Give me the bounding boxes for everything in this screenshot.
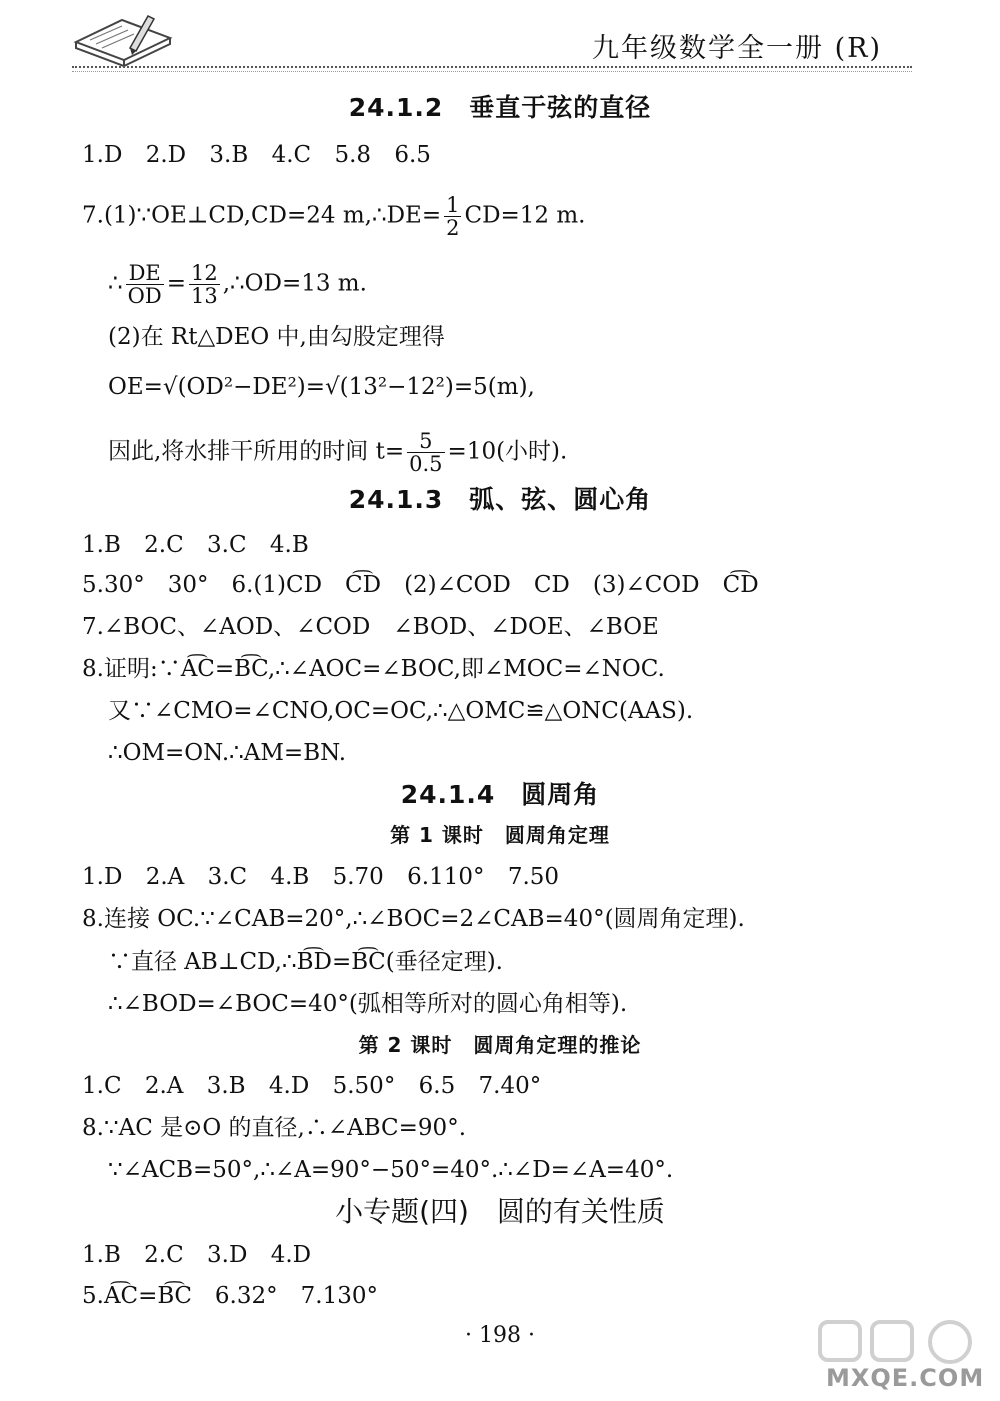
answer: 4.D xyxy=(270,1242,312,1268)
s1-q7-line3: (2)在 Rt△DEO 中,由勾股定理得 xyxy=(108,324,445,350)
answer: 6.110° xyxy=(407,864,485,890)
book-title: 九年级数学全一册 (R) xyxy=(592,33,882,64)
s2-q8-line2: 又∵∠CMO=∠CNO,OC=OC,∴△OMC≌△ONC(AAS). xyxy=(108,698,694,724)
l2-q8-line1: 8.∵AC 是⊙O 的直径,∴∠ABC=90°. xyxy=(82,1115,467,1141)
answer: 1.D xyxy=(82,142,123,168)
header-divider xyxy=(72,66,912,68)
answer: 1.B xyxy=(82,1242,121,1268)
book-pencil-icon xyxy=(70,8,190,68)
section-title-24-1-4: 24.1.4 圆周角 xyxy=(400,780,600,809)
answer: 3.D xyxy=(207,1242,248,1268)
s4-q5-7: 5.A͡C=B͡C 6.32° 7.130° xyxy=(82,1283,378,1309)
s1-q7-line5: 因此,将水排干所用的时间 t= $\frac{5}{0.5}$ =10(小时). xyxy=(108,429,568,476)
s1-q7-line2: ∴ $\frac{DE}{OD}$ = $\frac{12}{13}$ ,∴OD=13 m. xyxy=(108,261,367,308)
s2-q7: 7.∠BOC、∠AOD、∠COD ∠BOD、∠DOE、∠BOE xyxy=(82,614,659,640)
fraction: $\frac{5}{0.5}$ xyxy=(409,429,443,476)
answer: 5.70 xyxy=(332,864,384,890)
s2-q8-line1: 8.证明:∵A͡C=B͡C,∴∠AOC=∠BOC,即∠MOC=∠NOC. xyxy=(82,656,665,682)
answer: 4.B xyxy=(270,864,310,890)
l1-q8-line1: 8.连接 OC.∵∠CAB=20°,∴∠BOC=2∠CAB=40°(圆周角定理). xyxy=(82,906,745,932)
s1-q7-line4: OE=√(OD²−DE²)=√(13²−12²)=5(m), xyxy=(108,374,535,400)
lesson2-answers xyxy=(82,1071,557,1101)
l2-q8-line2: ∵∠ACB=50°,∴∠A=90°−50°=40°.∴∠D=∠A=40°. xyxy=(108,1157,674,1183)
answer: 2.A xyxy=(145,864,185,890)
s1-q7-line1: 7.(1)∵OE⊥CD,CD=24 m,∴DE= $\frac{1}{2}$ CD=12 m. xyxy=(82,193,586,240)
answer: 2.A xyxy=(144,1073,184,1099)
answer: 4.D xyxy=(268,1073,310,1099)
answer: 7.40° xyxy=(478,1073,542,1099)
lesson-2-title: 第 2 课时 圆周角定理的推论 xyxy=(358,1033,642,1057)
page-number: · 198 · xyxy=(465,1323,535,1348)
answer: 4.B xyxy=(269,532,309,558)
answer: 6.5 xyxy=(394,142,431,168)
lesson1-answers xyxy=(82,862,575,892)
l1-q8-line2: ∵直径 AB⊥CD,∴B͡D=B͡C(垂径定理). xyxy=(108,949,503,975)
s4-answers xyxy=(82,1240,327,1270)
answer: 2.D xyxy=(145,142,187,168)
section-title-24-1-2: 24.1.2 垂直于弦的直径 xyxy=(348,93,652,122)
answer: 1.D xyxy=(82,864,123,890)
answer: 1.C xyxy=(82,1073,122,1099)
section-title-topic-4: 小专题(四) 圆的有关性质 xyxy=(335,1195,665,1228)
answer: 1.B xyxy=(82,532,121,558)
fraction: $\frac{12}{13}$ xyxy=(190,261,218,308)
answer: 3.C xyxy=(207,864,248,890)
s2-q5-6: 5.30° 30° 6.(1)CD C͡D (2)∠COD CD (3)∠COD C͡D xyxy=(82,572,759,598)
answer: 7.50 xyxy=(507,864,560,890)
answer: 3.B xyxy=(209,142,249,168)
answer: 2.C xyxy=(144,1242,184,1268)
l1-q8-line3: ∴∠BOD=∠BOC=40°(弧相等所对的圆心角相等). xyxy=(108,991,628,1017)
header-divider-secondary xyxy=(72,71,912,72)
watermark-text: MXQE.COM xyxy=(826,1364,985,1392)
answer: 5.50° xyxy=(332,1073,396,1099)
answer: 3.B xyxy=(206,1073,246,1099)
s2-answers xyxy=(82,530,325,560)
section-title-24-1-3: 24.1.3 弧、弦、圆心角 xyxy=(348,485,652,514)
s2-q8-line3: ∴OM=ON.∴AM=BN. xyxy=(108,740,347,766)
answer: 5.8 xyxy=(334,142,372,168)
fraction: $\frac{1}{2}$ xyxy=(446,193,460,240)
answer: 3.C xyxy=(207,532,247,558)
answer: 4.C xyxy=(271,142,312,168)
answer: 6.5 xyxy=(418,1073,456,1099)
answer: 2.C xyxy=(144,532,184,558)
lesson-1-title: 第 1 课时 圆周角定理 xyxy=(390,823,610,847)
s1-answers xyxy=(82,140,447,170)
fraction: $\frac{DE}{OD}$ xyxy=(127,261,162,308)
